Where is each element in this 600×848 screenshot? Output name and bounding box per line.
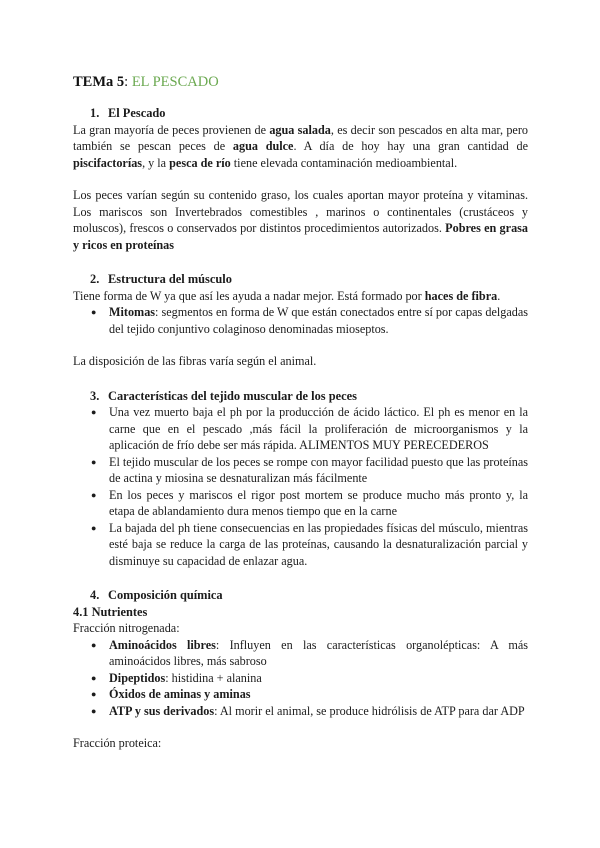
section-3-heading xyxy=(73,388,528,405)
title-lead: TEMa 5 xyxy=(73,74,125,90)
text-run: Los peces varían según su contenido graso, los cuales aportan mayor proteína y vitaminas. Los mariscos son Invertebrados comestibles , marinos o continentales (crustáceos y moluscos), frescos o conservados por distintos procedimientos autorizados. xyxy=(73,188,528,235)
list-item xyxy=(91,404,528,454)
text-run: , es decir son pescados en alta mar, pero también se pescan peces de xyxy=(73,122,528,153)
section-2-number: 2. xyxy=(90,272,100,286)
section-1-paragraph-2 xyxy=(73,187,528,253)
bold-term: agua salada xyxy=(269,122,331,137)
section-2-paragraph-2: La disposición de las fibras varía según el animal. xyxy=(73,354,317,368)
bullet-icon: ● xyxy=(91,705,97,716)
title-topic: EL PESCADO xyxy=(131,74,219,90)
section-3-number: 3. xyxy=(90,388,100,403)
bold-term: Óxidos de aminas y aminas xyxy=(109,687,251,701)
text-run: Una vez muerto baja el ph por la producción de ácido láctico. El ph es menor en la carne que en el pescado ,más fácil la proliferación de microorganismos y la aplicación de frío debe ser más rápida. ALIMENTOS MUY PERECEDEROS xyxy=(109,405,528,452)
bullet-icon: ● xyxy=(91,307,97,317)
section-1-number: 1. xyxy=(90,106,100,120)
section-1-paragraph-1 xyxy=(73,122,528,172)
section-4-heading xyxy=(73,587,528,604)
bold-term: agua dulce xyxy=(232,139,294,153)
list-item xyxy=(91,703,528,720)
fraccion-proteica-label: Fracción proteica: xyxy=(73,736,162,750)
text-run: tiene elevada contaminación medioambiental. xyxy=(230,155,458,170)
list-item xyxy=(91,487,528,520)
text-run: : histidina + alanina xyxy=(165,670,262,685)
text-run: La gran mayoría de peces provienen de xyxy=(73,122,270,137)
bold-term: pesca de río xyxy=(169,155,231,170)
section-3-list xyxy=(73,404,528,569)
text-run: Tiene forma de W ya que así les ayuda a nadar mejor. Está formado por xyxy=(73,288,425,303)
list-item xyxy=(91,670,528,687)
text-run: El tejido muscular de los peces se rompe con mayor facilidad puesto que las proteínas de actina y miosina se desnaturalizan más fácilmente xyxy=(109,454,528,485)
section-1-heading xyxy=(73,105,528,122)
bold-term: piscifactorías xyxy=(73,155,143,170)
bullet-icon: ● xyxy=(91,407,97,417)
bold-term: ATP y sus derivados xyxy=(109,703,215,718)
list-item xyxy=(91,304,528,337)
section-4-title: Composición química xyxy=(108,588,223,602)
bold-term: Dipeptidos xyxy=(109,670,166,685)
subsection-4-1-heading: 4.1 Nutrientes xyxy=(73,604,148,619)
text-run: , y la xyxy=(142,155,170,170)
list-item xyxy=(91,520,528,570)
section-3-title: Características del tejido muscular de los peces xyxy=(108,388,357,403)
title-colon: : xyxy=(124,74,129,90)
bold-term: Pobres en grasa y ricos en proteínas xyxy=(73,221,528,252)
page-title xyxy=(73,74,528,91)
list-item xyxy=(91,454,528,487)
bullet-icon: ● xyxy=(91,489,97,500)
text-run: . xyxy=(497,288,501,303)
bold-term: haces de fibra xyxy=(424,288,498,303)
bullet-icon: ● xyxy=(91,689,97,699)
text-run: : Al morir el animal, se produce hidrólisis de ATP para dar ADP xyxy=(214,703,525,718)
text-run: : Influyen en las características organolépticas: A más aminoácidos libres, más sabroso xyxy=(109,637,528,668)
text-run: : segmentos en forma de W que están conectados entre sí por capas delgadas del tejido conjuntivo colaginoso denominadas mioseptos. xyxy=(109,305,528,336)
list-item xyxy=(91,686,528,703)
text-run: En los peces y mariscos el rigor post mortem se produce mucho más pronto y, la etapa de ablandamiento dura menos tiempo que en la carne xyxy=(109,487,528,518)
bullet-icon: ● xyxy=(91,522,97,533)
bullet-icon: ● xyxy=(91,672,97,683)
text-run: . A día de hoy hay una gran cantidad de xyxy=(293,139,529,153)
text-run: La bajada del ph tiene consecuencias en las propiedades físicas del músculo, mientras esté baja se reduce la carga de las proteínas, causando la desnaturalización parcial y disminuye su capacidad de enlazar agua. xyxy=(109,520,528,568)
fraccion-nitrogenada-label: Fracción nitrogenada: xyxy=(73,621,180,635)
section-2-list xyxy=(73,304,528,337)
list-item xyxy=(91,637,528,670)
bold-term: Mitomas xyxy=(109,305,156,319)
bullet-icon: ● xyxy=(91,639,97,650)
section-2-heading xyxy=(73,271,528,288)
section-2-paragraph-1 xyxy=(73,288,528,305)
section-4-list xyxy=(73,637,528,720)
section-2-title: Estructura del músculo xyxy=(108,272,232,286)
bold-term: Aminoácidos libres xyxy=(109,637,216,652)
bullet-icon: ● xyxy=(91,456,97,467)
section-1-title: El Pescado xyxy=(108,106,166,120)
section-4-number: 4. xyxy=(90,588,100,602)
